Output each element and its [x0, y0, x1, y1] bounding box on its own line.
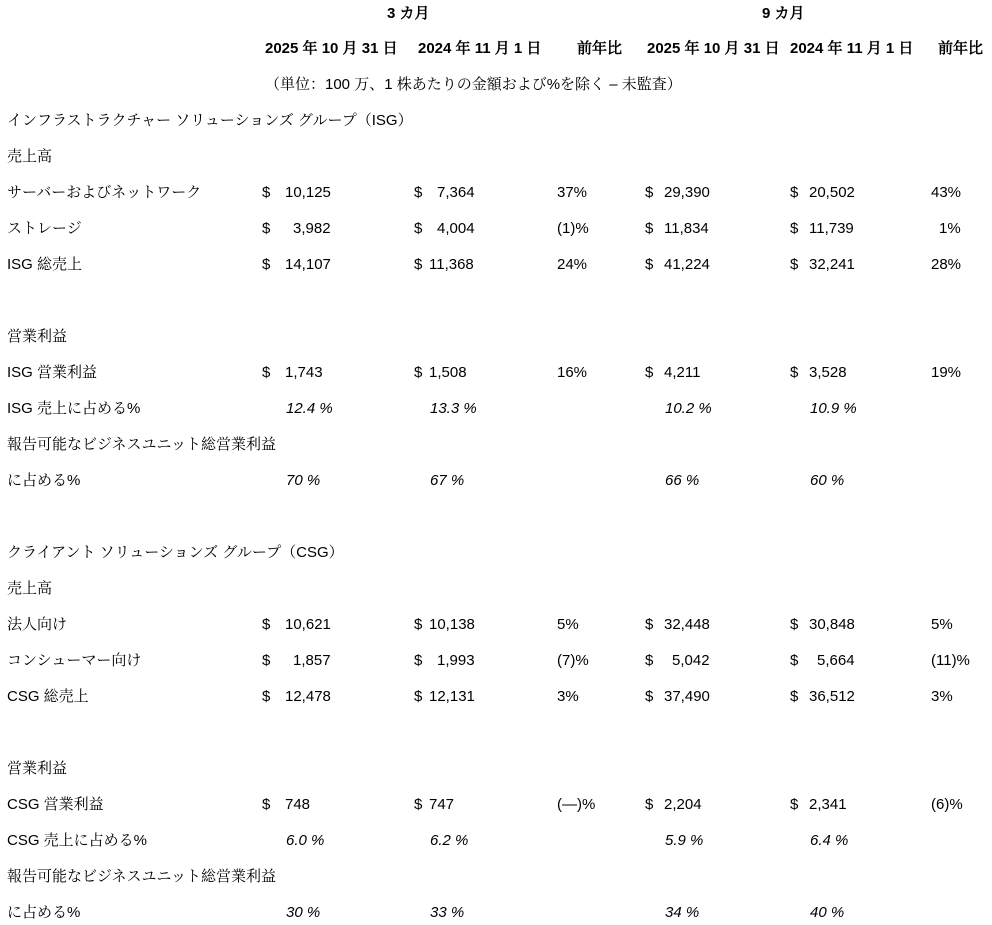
currency-symbol: $ [262, 364, 271, 381]
cell-9m-2025: 29,390 [664, 184, 710, 201]
cell-3m-2024: 1,508 [429, 364, 467, 381]
cell-3m-2024: 67 % [430, 472, 465, 489]
currency-symbol: $ [645, 364, 654, 381]
cell-9m-2025: 41,224 [664, 256, 710, 273]
cell-9m-yoy: 3% [931, 688, 953, 705]
col-9m-2025-header: 2025 年 10 月 31 日 [647, 40, 780, 57]
cell-3m-2025: 10,621 [285, 616, 331, 633]
cell-3m-2024: 13.3 % [430, 400, 477, 417]
currency-symbol: $ [262, 184, 271, 201]
currency-symbol: $ [645, 688, 654, 705]
cell-9m-2024: 60 % [810, 472, 845, 489]
csg-op-heading: 営業利益 [7, 760, 68, 777]
period-3-months: 3 カ月 [387, 5, 430, 22]
currency-symbol: $ [790, 616, 799, 633]
currency-symbol: $ [790, 184, 799, 201]
cell-9m-2025: 11,834 [664, 220, 709, 237]
cell-3m-2025: 1,743 [285, 364, 323, 381]
cell-3m-2025: 14,107 [285, 256, 331, 273]
cell-9m-2024: 11,739 [809, 220, 854, 237]
cell-9m-yoy: (11)% [931, 652, 970, 669]
cell-9m-yoy: 28% [931, 256, 962, 273]
cell-3m-2025: 12,478 [285, 688, 331, 705]
cell-9m-2025: 10.2 % [665, 400, 712, 417]
cell-3m-2024: 11,368 [429, 256, 474, 273]
currency-symbol: $ [262, 688, 271, 705]
cell-9m-2024: 20,502 [809, 184, 855, 201]
col-3m-2024-header: 2024 年 11 月 1 日 [418, 40, 542, 57]
currency-symbol: $ [790, 220, 799, 237]
cell-3m-2025: 10,125 [285, 184, 331, 201]
cell-9m-2024: 32,241 [809, 256, 855, 273]
row-label: ISG 売上に占める% [7, 400, 141, 417]
cell-9m-2024: 40 % [810, 904, 845, 921]
row-label: ISG 総売上 [7, 256, 83, 273]
cell-9m-yoy: 1% [939, 220, 961, 237]
isg-share-label: 報告可能なビジネスユニット総営業利益 [7, 436, 276, 453]
cell-3m-2024: 33 % [430, 904, 465, 921]
cell-3m-yoy: (1)% [557, 220, 589, 237]
currency-symbol: $ [645, 220, 654, 237]
currency-symbol: $ [414, 184, 423, 201]
row-label: に占める% [7, 472, 81, 489]
isg-revenue-heading: 売上高 [7, 148, 53, 165]
cell-3m-yoy: 3% [557, 688, 579, 705]
currency-symbol: $ [645, 616, 654, 633]
currency-symbol: $ [262, 220, 271, 237]
cell-9m-2025: 66 % [665, 472, 700, 489]
col-3m-yoy-header: 前年比 [577, 40, 623, 57]
cell-9m-yoy: (6)% [931, 796, 963, 813]
currency-symbol: $ [414, 256, 423, 273]
cell-3m-yoy: 5% [557, 616, 579, 633]
currency-symbol: $ [262, 616, 271, 633]
col-9m-yoy-header: 前年比 [938, 40, 984, 57]
row-label: コンシューマー向け [7, 652, 142, 669]
currency-symbol: $ [645, 256, 654, 273]
cell-3m-2024: 4,004 [437, 220, 475, 237]
row-label: CSG 売上に占める% [7, 832, 148, 849]
col-9m-2024-header: 2024 年 11 月 1 日 [790, 40, 914, 57]
cell-3m-yoy: (—)% [557, 796, 596, 813]
cell-9m-2025: 4,211 [664, 364, 701, 381]
isg-section-title: インフラストラクチャー ソリューションズ グループ（ISG） [7, 112, 413, 129]
cell-3m-yoy: 24% [557, 256, 588, 273]
currency-symbol: $ [414, 652, 423, 669]
col-3m-2025-header: 2025 年 10 月 31 日 [265, 40, 398, 57]
cell-9m-2024: 30,848 [809, 616, 855, 633]
cell-3m-2025: 1,857 [293, 652, 331, 669]
currency-symbol: $ [645, 796, 654, 813]
cell-3m-2025: 30 % [286, 904, 321, 921]
currency-symbol: $ [414, 364, 423, 381]
currency-symbol: $ [414, 796, 423, 813]
cell-3m-2025: 70 % [286, 472, 321, 489]
cell-3m-yoy: (7)% [557, 652, 589, 669]
cell-9m-2024: 10.9 % [810, 400, 857, 417]
row-label: サーバーおよびネットワーク [7, 184, 202, 201]
currency-symbol: $ [790, 364, 799, 381]
csg-revenue-heading: 売上高 [7, 580, 53, 597]
cell-3m-2024: 12,131 [429, 688, 475, 705]
currency-symbol: $ [414, 220, 423, 237]
cell-9m-2025: 34 % [665, 904, 700, 921]
unit-note: （単位：100 万、1 株あたりの金額および%を除く – 未監査） [265, 76, 682, 93]
currency-symbol: $ [262, 652, 271, 669]
csg-section-title: クライアント ソリューションズ グループ（CSG） [7, 544, 344, 561]
row-label: ストレージ [7, 220, 82, 237]
currency-symbol: $ [414, 616, 423, 633]
currency-symbol: $ [414, 688, 423, 705]
row-label: 法人向け [7, 616, 68, 633]
cell-3m-2024: 10,138 [429, 616, 475, 633]
cell-3m-2024: 7,364 [437, 184, 475, 201]
row-label: に占める% [7, 904, 81, 921]
cell-3m-2024: 747 [429, 796, 455, 813]
cell-9m-2024: 2,341 [809, 796, 847, 813]
currency-symbol: $ [790, 652, 799, 669]
cell-9m-2024: 5,664 [817, 652, 855, 669]
csg-share-label: 報告可能なビジネスユニット総営業利益 [7, 868, 276, 885]
cell-9m-2025: 37,490 [664, 688, 710, 705]
row-label: CSG 営業利益 [7, 796, 104, 813]
currency-symbol: $ [790, 688, 799, 705]
currency-symbol: $ [262, 796, 271, 813]
cell-3m-2025: 6.0 % [286, 832, 325, 849]
cell-9m-2025: 5,042 [672, 652, 710, 669]
cell-3m-2024: 6.2 % [430, 832, 469, 849]
cell-9m-2024: 3,528 [809, 364, 847, 381]
currency-symbol: $ [645, 652, 654, 669]
isg-op-heading: 営業利益 [7, 328, 68, 345]
cell-9m-2024: 36,512 [809, 688, 855, 705]
cell-9m-yoy: 5% [931, 616, 953, 633]
cell-9m-2025: 32,448 [664, 616, 710, 633]
currency-symbol: $ [790, 256, 799, 273]
cell-9m-yoy: 19% [931, 364, 962, 381]
cell-3m-2025: 12.4 % [286, 400, 333, 417]
currency-symbol: $ [790, 796, 799, 813]
cell-9m-2025: 2,204 [664, 796, 702, 813]
cell-3m-yoy: 16% [557, 364, 588, 381]
row-label: CSG 総売上 [7, 688, 89, 705]
cell-9m-yoy: 43% [931, 184, 962, 201]
row-label: ISG 営業利益 [7, 364, 98, 381]
cell-3m-2025: 3,982 [293, 220, 331, 237]
period-9-months: 9 カ月 [762, 5, 805, 22]
cell-3m-yoy: 37% [557, 184, 588, 201]
currency-symbol: $ [645, 184, 654, 201]
cell-3m-2025: 748 [285, 796, 311, 813]
cell-9m-2024: 6.4 % [810, 832, 849, 849]
currency-symbol: $ [262, 256, 271, 273]
cell-3m-2024: 1,993 [437, 652, 475, 669]
cell-9m-2025: 5.9 % [665, 832, 704, 849]
